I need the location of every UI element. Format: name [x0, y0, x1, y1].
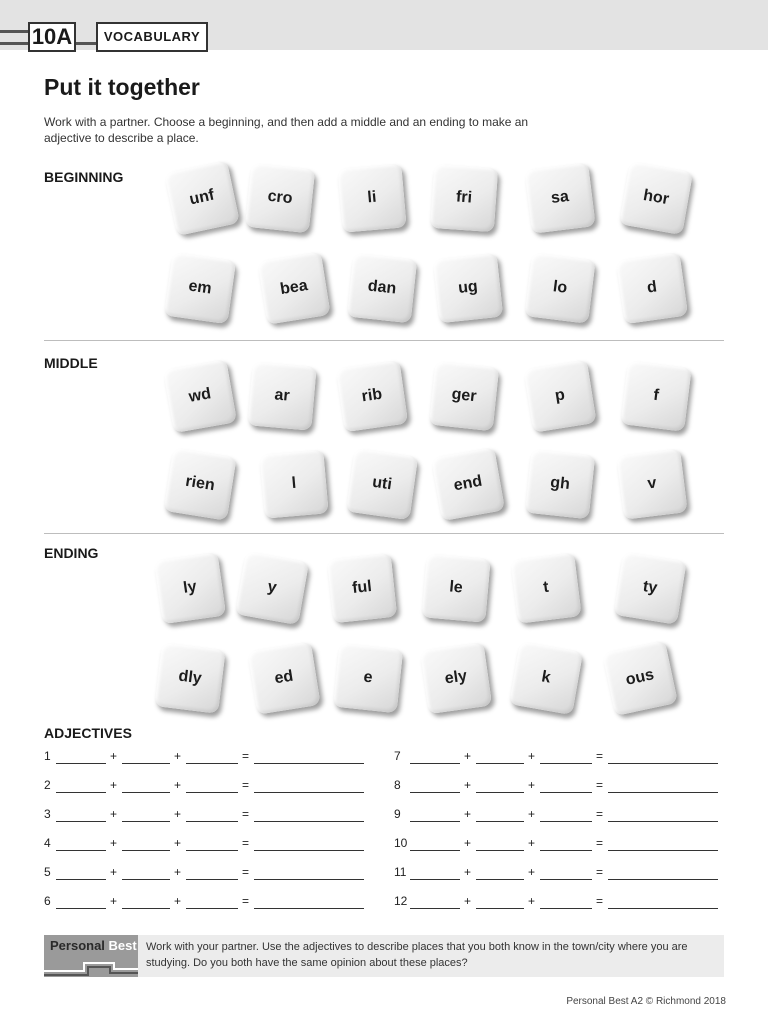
- beginning-tile[interactable]: li: [337, 163, 406, 232]
- row-number: 8: [394, 778, 401, 792]
- middle-blank[interactable]: [122, 763, 170, 764]
- adjective-row: [394, 778, 724, 796]
- middle-blank[interactable]: [122, 850, 170, 851]
- beginning-blank[interactable]: [56, 763, 106, 764]
- operator: +: [464, 778, 472, 792]
- beginning-tile[interactable]: bea: [257, 251, 330, 324]
- ending-tile[interactable]: t: [510, 552, 581, 623]
- ending-tile[interactable]: ely: [420, 642, 492, 714]
- adjective-blank[interactable]: [254, 792, 364, 793]
- operator: +: [110, 894, 118, 908]
- adjective-row: [394, 894, 724, 912]
- operator: =: [596, 865, 604, 879]
- adjective-row: [44, 894, 374, 912]
- footer-copyright: Personal Best A2 © Richmond 2018: [566, 996, 726, 1007]
- middle-tile[interactable]: rib: [336, 360, 408, 432]
- beginning-tile[interactable]: cro: [245, 163, 315, 233]
- page-title: Put it together: [44, 74, 200, 100]
- ending-tile[interactable]: ous: [602, 640, 678, 716]
- ending-tile[interactable]: ly: [154, 552, 226, 624]
- middle-blank[interactable]: [476, 821, 524, 822]
- operator: +: [528, 778, 536, 792]
- middle-blank[interactable]: [122, 908, 170, 909]
- middle-blank[interactable]: [122, 821, 170, 822]
- row-number: 11: [394, 865, 407, 879]
- beginning-tile[interactable]: hor: [619, 161, 693, 235]
- operator: =: [596, 894, 604, 908]
- operator: =: [596, 778, 604, 792]
- operator: +: [174, 778, 182, 792]
- beginning-blank[interactable]: [56, 850, 106, 851]
- operator: +: [464, 894, 472, 908]
- middle-tile[interactable]: gh: [525, 449, 595, 519]
- instructions-text: Work with a partner. Choose a beginning, and then add a middle and an ending to make an adjective to describe a place.: [44, 115, 529, 145]
- middle-blank[interactable]: [476, 763, 524, 764]
- adjective-blank[interactable]: [608, 792, 718, 793]
- ending-blank[interactable]: [186, 792, 238, 793]
- middle-tile[interactable]: p: [523, 359, 596, 432]
- ending-tile[interactable]: dly: [154, 642, 225, 713]
- adjective-blank[interactable]: [608, 821, 718, 822]
- adjective-blank[interactable]: [254, 879, 364, 880]
- ending-blank[interactable]: [186, 908, 238, 909]
- beginning-blank[interactable]: [410, 763, 460, 764]
- adjective-row: [44, 865, 374, 883]
- operator: =: [242, 807, 250, 821]
- ending-blank[interactable]: [186, 763, 238, 764]
- middle-tile[interactable]: end: [431, 447, 505, 521]
- middle-tile[interactable]: ger: [429, 361, 499, 431]
- operator: +: [110, 865, 118, 879]
- adjectives-label: ADJECTIVES: [44, 725, 132, 741]
- middle-tile[interactable]: rien: [163, 447, 236, 520]
- row-number: 12: [394, 894, 408, 908]
- ending-tile[interactable]: le: [421, 553, 490, 622]
- operator: +: [464, 807, 472, 821]
- divider: [44, 340, 724, 341]
- row-number: 3: [44, 807, 51, 821]
- adjective-row: [44, 807, 374, 825]
- middle-tile[interactable]: ar: [247, 361, 316, 430]
- beginning-tile[interactable]: fri: [430, 164, 498, 232]
- ending-blank[interactable]: [186, 821, 238, 822]
- adjective-blank[interactable]: [254, 821, 364, 822]
- row-number: 7: [394, 749, 401, 763]
- ending-tile[interactable]: ful: [327, 553, 397, 623]
- ending-blank[interactable]: [186, 879, 238, 880]
- middle-blank[interactable]: [122, 879, 170, 880]
- adjective-row: [394, 836, 724, 854]
- middle-blank[interactable]: [122, 792, 170, 793]
- operator: +: [110, 778, 118, 792]
- operator: +: [110, 807, 118, 821]
- middle-tile[interactable]: v: [616, 448, 687, 519]
- adjective-row: [394, 865, 724, 883]
- operator: +: [174, 836, 182, 850]
- beginning-tile[interactable]: ug: [433, 253, 503, 323]
- beginning-blank[interactable]: [410, 792, 460, 793]
- ending-tile[interactable]: ed: [247, 641, 320, 714]
- ending-blank[interactable]: [540, 879, 592, 880]
- row-number: 10: [394, 836, 408, 850]
- operator: +: [174, 807, 182, 821]
- middle-tile[interactable]: l: [259, 449, 328, 518]
- row-number: 9: [394, 807, 401, 821]
- operator: +: [110, 836, 118, 850]
- section-name: VOCABULARY: [96, 22, 208, 52]
- beginning-tile[interactable]: lo: [524, 252, 595, 323]
- middle-blank[interactable]: [476, 879, 524, 880]
- beginning-tile[interactable]: unf: [164, 160, 240, 236]
- operator: =: [242, 749, 250, 763]
- row-number: 5: [44, 865, 51, 879]
- logo-best: Best: [108, 938, 137, 953]
- beginning-blank[interactable]: [410, 821, 460, 822]
- ending-tile[interactable]: k: [509, 641, 583, 715]
- ending-tile[interactable]: y: [235, 551, 309, 625]
- operator: =: [596, 807, 604, 821]
- step-graphic-icon: [44, 955, 138, 977]
- beginning-blank[interactable]: [56, 879, 106, 880]
- adjective-row: [394, 749, 724, 767]
- ending-blank[interactable]: [540, 908, 592, 909]
- operator: +: [174, 894, 182, 908]
- operator: +: [174, 865, 182, 879]
- adjective-blank[interactable]: [254, 763, 364, 764]
- middle-blank[interactable]: [476, 792, 524, 793]
- row-number: 6: [44, 894, 51, 908]
- row-number: 4: [44, 836, 51, 850]
- adjective-blank[interactable]: [254, 850, 364, 851]
- personal-best-box: [44, 935, 724, 977]
- middle-blank[interactable]: [476, 908, 524, 909]
- middle-blank[interactable]: [476, 850, 524, 851]
- beginning-tile[interactable]: dan: [347, 253, 417, 323]
- operator: +: [528, 836, 536, 850]
- operator: =: [242, 865, 250, 879]
- operator: +: [528, 807, 536, 821]
- middle-tile[interactable]: f: [620, 360, 691, 431]
- header-stripe: [0, 30, 30, 33]
- operator: +: [464, 836, 472, 850]
- divider: [44, 533, 724, 534]
- ending-tile[interactable]: ty: [613, 551, 686, 624]
- row-number: 1: [44, 749, 51, 763]
- middle-tile[interactable]: wd: [163, 359, 237, 433]
- operator: +: [174, 749, 182, 763]
- beginning-blank[interactable]: [410, 908, 460, 909]
- adjective-blank[interactable]: [608, 850, 718, 851]
- adjective-blank[interactable]: [608, 879, 718, 880]
- row-number: 2: [44, 778, 51, 792]
- ending-tile[interactable]: e: [333, 643, 403, 713]
- ending-blank[interactable]: [540, 792, 592, 793]
- ending-blank[interactable]: [540, 821, 592, 822]
- adjective-row: [44, 836, 374, 854]
- adjective-row: [394, 807, 724, 825]
- operator: =: [596, 836, 604, 850]
- adjective-row: [44, 778, 374, 796]
- beginning-label: BEGINNING: [44, 169, 124, 185]
- adjective-row: [44, 749, 374, 767]
- beginning-blank[interactable]: [410, 850, 460, 851]
- beginning-tile[interactable]: sa: [524, 162, 595, 233]
- middle-tile[interactable]: uti: [346, 448, 418, 520]
- beginning-blank[interactable]: [56, 908, 106, 909]
- operator: =: [596, 749, 604, 763]
- ending-blank[interactable]: [540, 763, 592, 764]
- operator: +: [528, 749, 536, 763]
- beginning-blank[interactable]: [56, 792, 106, 793]
- adjective-blank[interactable]: [254, 908, 364, 909]
- beginning-tile[interactable]: em: [164, 252, 236, 324]
- personal-best-text: Work with your partner. Use the adjectives to describe places that you both know in the town/city where you are studying. Do you both have the same opinion about these places?: [146, 941, 688, 969]
- unit-number: 10A: [28, 22, 76, 52]
- operator: +: [528, 865, 536, 879]
- ending-blank[interactable]: [186, 850, 238, 851]
- middle-label: MIDDLE: [44, 355, 98, 371]
- adjective-blank[interactable]: [608, 908, 718, 909]
- operator: =: [242, 836, 250, 850]
- beginning-blank[interactable]: [56, 821, 106, 822]
- operator: =: [242, 778, 250, 792]
- operator: +: [110, 749, 118, 763]
- logo-personal: Personal: [50, 938, 105, 953]
- operator: +: [464, 749, 472, 763]
- ending-label: ENDING: [44, 545, 99, 561]
- beginning-blank[interactable]: [410, 879, 460, 880]
- personal-best-logo: [44, 935, 138, 977]
- operator: +: [464, 865, 472, 879]
- ending-blank[interactable]: [540, 850, 592, 851]
- beginning-tile[interactable]: d: [616, 252, 688, 324]
- operator: =: [242, 894, 250, 908]
- operator: +: [528, 894, 536, 908]
- adjective-blank[interactable]: [608, 763, 718, 764]
